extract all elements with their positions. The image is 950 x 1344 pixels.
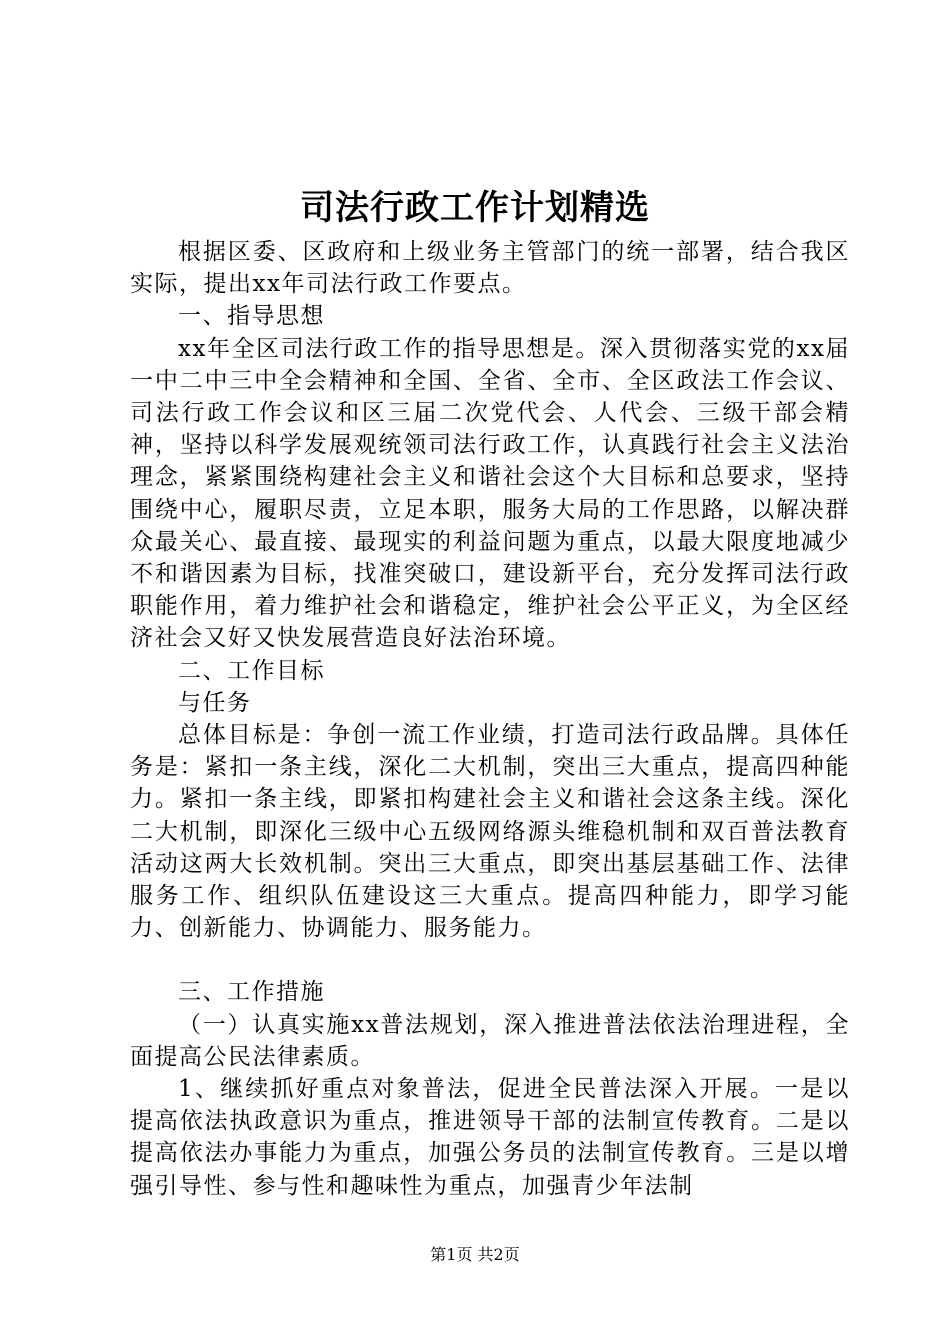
- document-body: [130, 236, 850, 1202]
- heading-work-measures: 三、工作措施: [178, 979, 325, 1006]
- paragraph-measure-1-item-1: 1、继续抓好重点对象普法，促进全民普法深入开展。一是以提高依法执政意识为重点，推进领导干部的法制宣传教育。二是以提高依法办事能力为重点，加强公务员的法制宣传教育。三是以增强引导性、参与性和趣味性为重点，加强青少年法制: [130, 1076, 850, 1199]
- paragraph-guiding-ideology: xx年全区司法行政工作的指导思想是。深入贯彻落实党的xx届一中二中三中全会精神和全国、全省、全市、全区政法工作会议、司法行政工作会议和区三届二次党代会、人代会、三级干部会精神，坚持以科学发展观统领司法行政工作，认真践行社会主义法治理念，紧紧围绕构建社会主义和谐社会这个大目标和总要求，坚持围绕中心，履职尽责，立足本职，服务大局的工作思路，以解决群众最关心、最直接、最现实的利益问题为重点，以最大限度地减少不和谐因素为目标，找准突破口，建设新平台，充分发挥司法行政职能作用，着力维护社会和谐稳定，维护社会公平正义，为全区经济社会又好又快发展营造良好法治环境。: [130, 335, 850, 652]
- paragraph-work-goals: 总体目标是：争创一流工作业绩，打造司法行政品牌。具体任务是：紧扣一条主线，深化二大机制，突出三大重点，提高四种能力。紧扣一条主线，即紧扣构建社会主义和谐社会这条主线。深化二大机制，即深化三级中心五级网络源头维稳机制和双百普法教育活动这两大长效机制。突出三大重点，即突出基层基础工作、法律服务工作、组织队伍建设这三大重点。提高四种能力，即学习能力、创新能力、协调能力、服务能力。: [130, 722, 850, 942]
- heading-guiding-ideology: 一、指导思想: [178, 303, 325, 330]
- paragraph-measure-1: （一）认真实施xx普法规划，深入推进普法依法治理进程，全面提高公民法律素质。: [130, 1011, 850, 1070]
- heading-work-goals-continued: 与任务: [178, 689, 252, 716]
- document-title: 司法行政工作计划精选: [300, 188, 650, 228]
- paragraph-spacer: [130, 944, 850, 976]
- page-number-footer: 第1页 共2页: [430, 1245, 520, 1264]
- paragraph-intro: 根据区委、区政府和上级业务主管部门的统一部署，结合我区实际，提出xx年司法行政工作要点。: [130, 239, 850, 298]
- heading-work-goals: 二、工作目标: [178, 657, 325, 684]
